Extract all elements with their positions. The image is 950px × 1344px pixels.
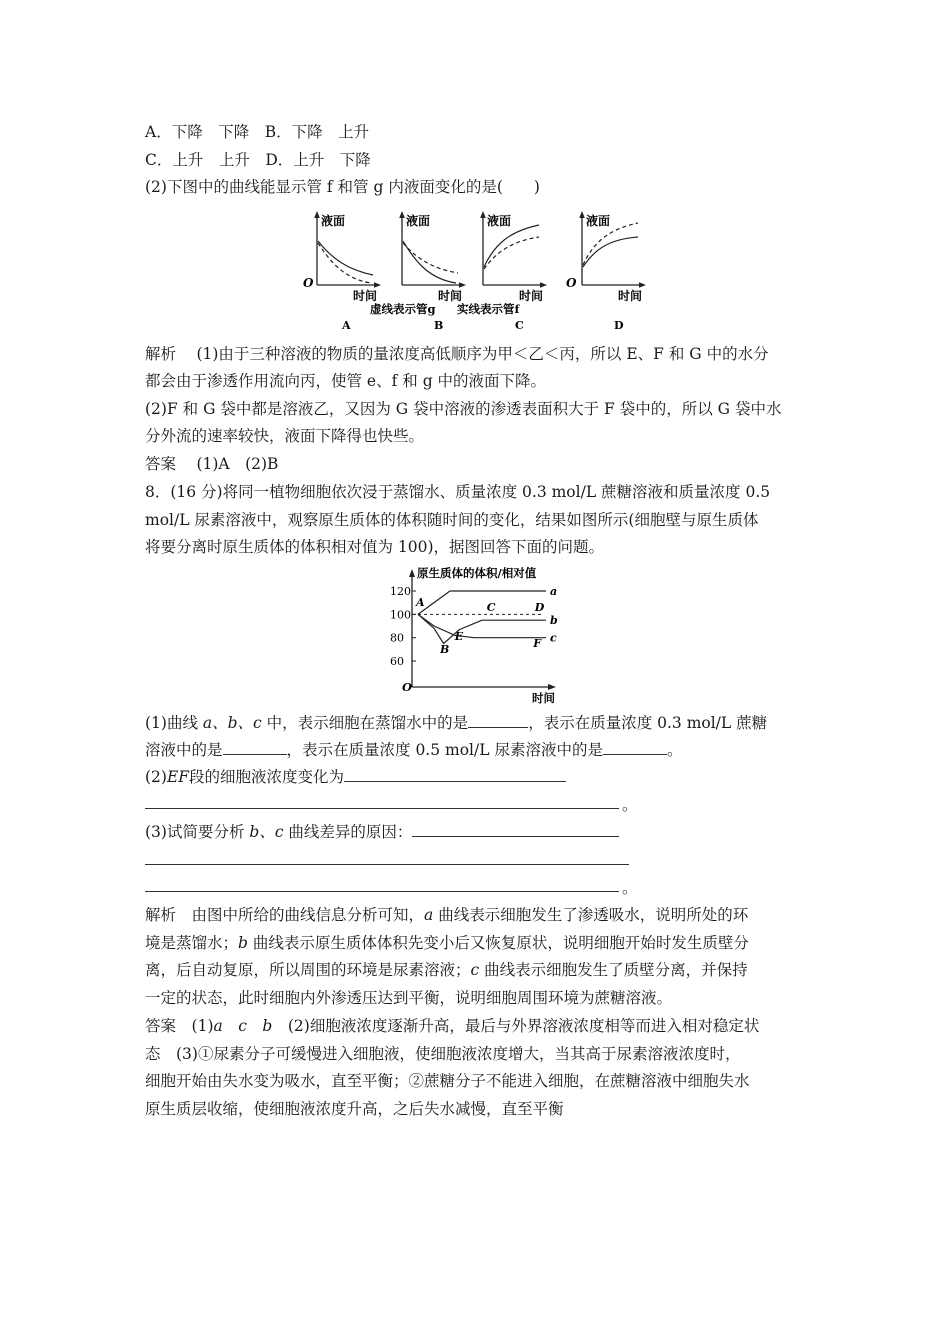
q7-answer: (1)A (2)B xyxy=(196,455,279,473)
q8-q1-blank-2[interactable] xyxy=(223,740,287,755)
q8-q1-blank-1[interactable] xyxy=(468,713,528,728)
series-b xyxy=(418,614,546,643)
q8-stem-line-1: 8．(16 分)将同一植物细胞依次浸于蒸馏水、质量浓度 0.3 mol/L 蔗糖溶液和质量浓度 0.5 xyxy=(145,483,771,501)
q7-figure xyxy=(295,205,665,335)
q8-answer-label: 答案 xyxy=(145,1017,177,1035)
panel-c-ylabel: 液面 xyxy=(487,214,512,228)
q8-an-1b: 曲线表示细胞发生了渗透吸水，说明所处的环 xyxy=(433,906,749,924)
series-label-c: c xyxy=(550,631,557,645)
q8-q3-text-b: 曲线差异的原因： xyxy=(283,823,413,841)
legend-dashed: 虚线表示管g xyxy=(370,302,436,316)
legend-solid: 实线表示管f xyxy=(457,302,520,316)
q8-an-3v: c xyxy=(470,961,480,979)
q8-stem-line-3: 将要分离时原生质体的体积相对值为 100)，据图回答下面的问题。 xyxy=(145,538,605,556)
q8-q2-period: 。 xyxy=(622,796,638,814)
q8-analysis-line-4: 一定的状态，此时细胞内外渗透压达到平衡，说明细胞周围环境为蔗糖溶液。 xyxy=(145,989,673,1007)
q8-stem-line-2: mol/L 尿素溶液中，观察原生质体的体积随时间的变化，结果如图所示(细胞壁与原生质体 xyxy=(145,511,759,529)
q8-q3-blank-3[interactable] xyxy=(145,891,619,892)
panel-a-ylabel: 液面 xyxy=(321,214,346,228)
panel-b xyxy=(370,211,466,332)
y-tick-label-120: 120 xyxy=(390,585,411,598)
q8-q3-blank-1[interactable] xyxy=(412,822,619,837)
chart-xlabel: 时间 xyxy=(532,691,555,705)
panel-d xyxy=(566,211,646,332)
panel-b-ylabel: 液面 xyxy=(406,214,431,228)
panel-d-xlabel: 时间 xyxy=(618,289,643,303)
series-a xyxy=(418,591,546,614)
q8-answer-line-1 xyxy=(145,1016,759,1036)
q8-q3-vars: b、c xyxy=(249,823,284,841)
point-label-A: A xyxy=(416,596,425,610)
q8-an-2v: b xyxy=(238,934,248,952)
q8-q1-text-f: 。 xyxy=(666,741,683,759)
q8-an-2a: 境是蒸馏水； xyxy=(145,934,239,952)
q7-analysis-line-4: 分外流的速率较快，液面下降得也快些。 xyxy=(145,427,425,445)
q8-ans-1v: a c b xyxy=(213,1017,273,1035)
q7-subquestion-2: (2)下图中的曲线能显示管 f 和管 g 内液面变化的是( ) xyxy=(145,178,540,196)
y-tick-label-100: 100 xyxy=(390,608,411,622)
q8-answer-line-3: 细胞开始由失水变为吸水，直至平衡；②蔗糖分子不能进入细胞，在蔗糖溶液中细胞失水 xyxy=(145,1072,750,1090)
q8-q2-prefix: (2) xyxy=(145,768,167,786)
panel-b-label: B xyxy=(434,319,444,332)
y-tick-label-80: 80 xyxy=(390,631,404,645)
y-tick-label-60: 60 xyxy=(390,655,404,668)
q8-analysis-label: 解析 xyxy=(145,906,177,924)
q8-an-2b: 曲线表示原生质体体积先变小后又恢复原状，说明细胞开始时发生质壁分 xyxy=(247,934,749,952)
panel-b-xlabel: 时间 xyxy=(438,289,463,303)
q8-an-1v: a xyxy=(424,906,434,924)
q8-q1-line-2 xyxy=(145,740,682,760)
q8-answer-line-2: 态 (3)①尿素分子可缓慢进入细胞液，使细胞液浓度增大，当其高于尿素溶液浓度时， xyxy=(145,1045,741,1063)
panel-a-label: A xyxy=(342,319,351,332)
q8-q1-text-d: 溶液中的是 xyxy=(145,741,223,759)
q8-q2-blank-2[interactable] xyxy=(145,808,619,809)
q8-q3-period: 。 xyxy=(622,879,638,897)
point-label-E: E xyxy=(454,630,464,643)
series-label-b: b xyxy=(550,614,558,628)
q8-answer-line-4: 原生质层收缩，使细胞液浓度升高，之后失水减慢，直至平衡 xyxy=(145,1100,564,1118)
q8-q3-text-a: (3)试简要分析 xyxy=(145,823,250,841)
q8-q1-blank-3[interactable] xyxy=(603,740,667,755)
q7-analysis-line-2: 都会由于渗透作用流向丙，使管 e、f 和 g 中的液面下降。 xyxy=(145,372,547,390)
q8-q3-line xyxy=(145,822,619,842)
panel-c-label: C xyxy=(515,319,524,332)
panel-c-xlabel: 时间 xyxy=(519,289,544,303)
q8-ans-1b: (2)细胞液浓度逐渐升高，最后与外界溶液浓度相等而进入相对稳定状 xyxy=(272,1017,760,1035)
q8-q1-text-e: ，表示在质量浓度 0.5 mol/L 尿素溶液中的是 xyxy=(286,741,603,759)
q7-analysis-line-3: (2)F 和 G 袋中都是溶液乙，又因为 G 袋中溶液的渗透表面积大于 F 袋中的，所以 G 袋中水 xyxy=(145,400,782,418)
q8-q1-text-c: ，表示在质量浓度 0.3 mol/L 蔗糖 xyxy=(528,714,768,732)
q8-q1-text-b: 中，表示细胞在蒸馏水中的是 xyxy=(261,714,469,732)
point-label-C: C xyxy=(486,600,496,614)
point-label-B: B xyxy=(440,642,450,656)
q8-chart xyxy=(380,565,590,705)
q7-options-line-2: C．上升 上升 D．上升 下降 xyxy=(145,151,371,169)
q8-q2-text: 段的细胞液浓度变化为 xyxy=(189,768,345,786)
q8-an-3a: 离，后自动复原，所以周围的环境是尿素溶液； xyxy=(145,961,471,979)
q8-analysis-line-1 xyxy=(145,905,748,925)
panel-c xyxy=(457,211,547,332)
q7-answer-line xyxy=(145,454,278,474)
panel-d-label: D xyxy=(614,319,624,332)
q8-an-1a: 由图中所给的曲线信息分析可知， xyxy=(191,906,425,924)
point-label-F: F xyxy=(533,637,542,650)
q8-q1-text-a: (1)曲线 xyxy=(145,714,203,732)
q7-analysis-label: 解析 xyxy=(145,345,177,363)
q7-analysis-line-1 xyxy=(145,344,769,364)
q7-analysis-1a: (1)由于三种溶液的物质的量浓度高低顺序为甲＜乙＜丙，所以 E、F 和 G 中的水分 xyxy=(196,345,769,363)
y-axis-arrow xyxy=(409,569,415,577)
panel-a-xlabel: 时间 xyxy=(353,289,378,303)
point-label-D: D xyxy=(534,600,545,614)
q8-q2-ef: EF xyxy=(166,768,190,786)
q7-options-line-1: A．下降 下降 B．下降 上升 xyxy=(145,123,370,141)
series-label-a: a xyxy=(550,585,558,598)
q8-q2-line xyxy=(145,767,566,787)
q7-answer-label: 答案 xyxy=(145,455,177,473)
q8-analysis-line-2 xyxy=(145,933,749,953)
panel-d-ylabel: 液面 xyxy=(586,214,611,228)
q8-an-3b: 曲线表示细胞发生了质壁分离，并保持 xyxy=(479,961,748,979)
q8-analysis-line-3 xyxy=(145,960,748,980)
q8-q1-line-1 xyxy=(145,713,767,733)
chart-origin: O xyxy=(402,680,413,694)
q8-q2-blank-1[interactable] xyxy=(344,767,566,782)
chart-title: 原生质体的体积/相对值 xyxy=(417,566,537,580)
q8-q3-blank-2[interactable] xyxy=(145,864,629,865)
panel-a-origin: O xyxy=(303,276,314,290)
x-axis-arrow xyxy=(548,684,556,690)
q8-q1-vars: a、b、c xyxy=(202,714,262,732)
q8-ans-1: (1) xyxy=(191,1017,214,1035)
panel-d-origin: O xyxy=(566,276,577,290)
